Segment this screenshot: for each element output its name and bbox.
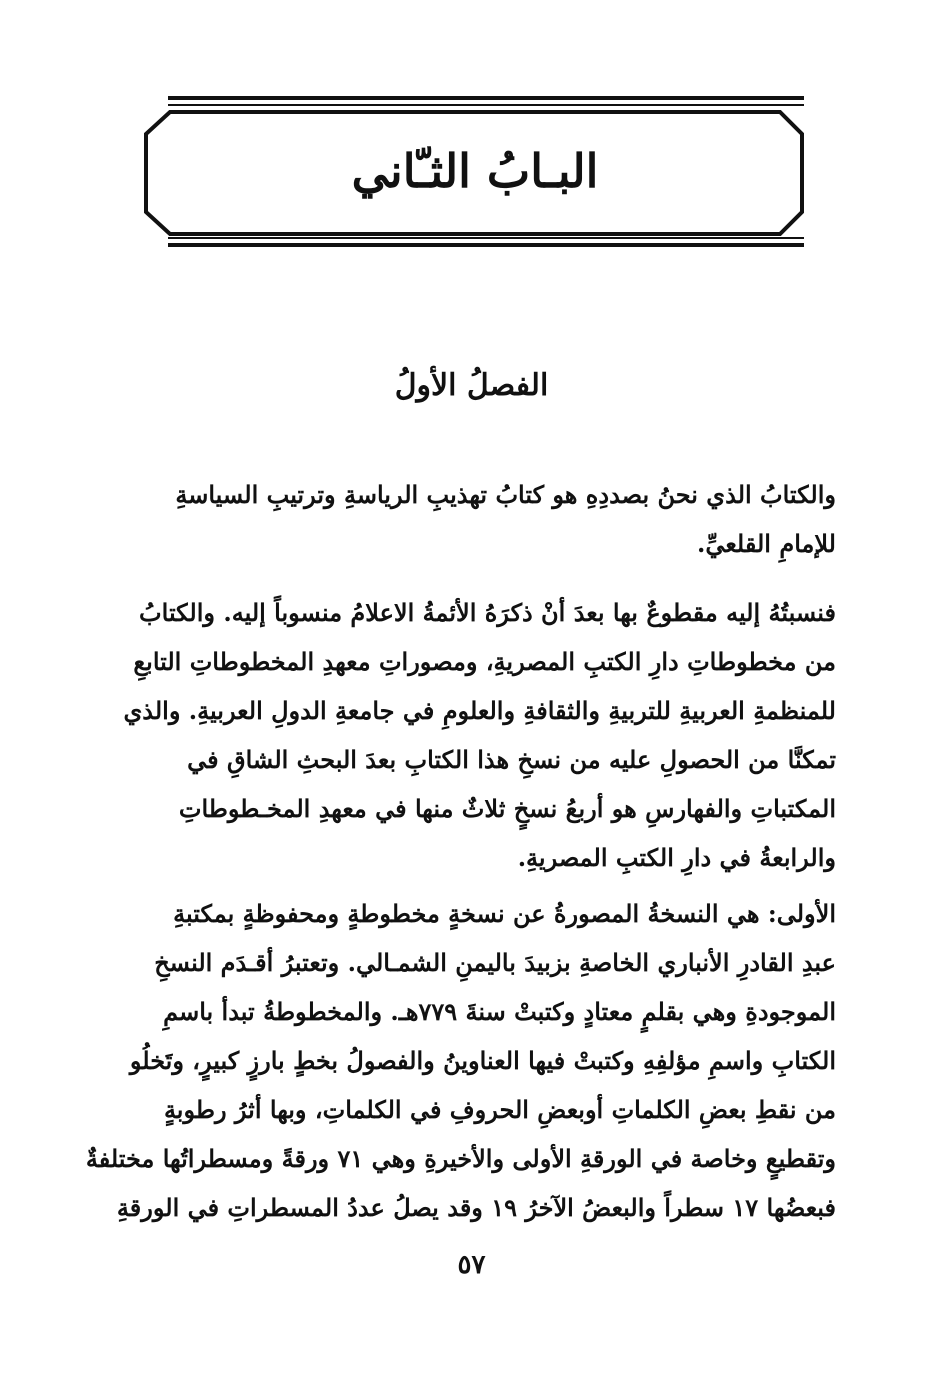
text-line: تمكنَّا من الحصولِ عليه من نسخِ هذا الكتابِ بعدَ البحثِ الشاقِ في — [187, 745, 836, 774]
page-number: ٥٧ — [457, 1250, 486, 1280]
text-line: والكتابُ الذي نحنُ بصددِهِ هو كتابُ تهذيبِ الرياسةِ وترتيبِ السياسةِ — [175, 480, 836, 509]
text-line: فبعضُها ١٧ سطراً والبعضُ الآخرُ ١٩ وقد يصلُ عددُ المسطراتِ في الورقةِ — [116, 1193, 836, 1222]
text-line: من نقطِ بعضِ الكلماتِ أوبعضِ الحروفِ في الكلماتِ، وبها أثرُ رطوبةٍ — [163, 1095, 836, 1124]
paragraph-3 — [85, 889, 836, 1232]
text-line: الكتابِ واسمِ مؤلفِهِ وكتبتْ فيها العناوينُ والفصولُ بخطٍ بارزٍ كبيرٍ، وتَخلُو — [129, 1046, 836, 1075]
text-line: للإمامِ القلعيِّ. — [696, 529, 836, 558]
text-line: من مخطوطاتِ دارِ الكتبِ المصريةِ، ومصوراتِ معهدِ المخطوطاتِ التابعِ — [133, 647, 836, 676]
text-line: والرابعةُ في دارِ الكتبِ المصريةِ. — [517, 843, 836, 872]
text-line: وتقطيعٍ وخاصة في الورقةِ الأولى والأخيرةِ وهي ٧١ ورقةً ومسطراتُها مختلفةٌ — [85, 1144, 836, 1173]
text-line: عبدِ القادرِ الأنباري الخاصةِ بزبيدَ باليمنِ الشمـالي. وتعتبرُ أقـدَم النسخِ — [154, 948, 836, 977]
text-line: فنسبتُهُ إليه مقطوعٌ بها بعدَ أنْ ذكرَهُ الأئمةُ الاعلامُ منسوباً إليه. والكتابُ — [139, 598, 836, 627]
title-frame — [140, 92, 810, 250]
text-line: المكتباتِ والفهارسِ هو أربعُ نسخٍ ثلاثٌ منها في معهدِ المخـطوطاتِ — [178, 794, 836, 823]
text-line: الأولى: هي النسخةُ المصورةُ عن نسخةٍ مخطوطةٍ ومحفوظةٍ بمكتبةِ — [173, 899, 836, 928]
paragraph-1 — [142, 470, 836, 568]
book-title: البـابُ الثـّاني — [351, 144, 599, 198]
text-line: للمنظمةِ العربيةِ للتربيةِ والثقافةِ والعلومِ في جامعةِ الدولِ العربيةِ. والذي — [123, 696, 836, 725]
chapter-title: الفصلُ الأولُ — [394, 368, 549, 403]
paragraph-2 — [123, 588, 836, 882]
text-line: الموجودةِ وهي بقلمٍ معتادٍ وكتبتْ سنةَ ٧٧٩هـ. والمخطوطةُ تبدأ باسمِ — [163, 997, 836, 1026]
